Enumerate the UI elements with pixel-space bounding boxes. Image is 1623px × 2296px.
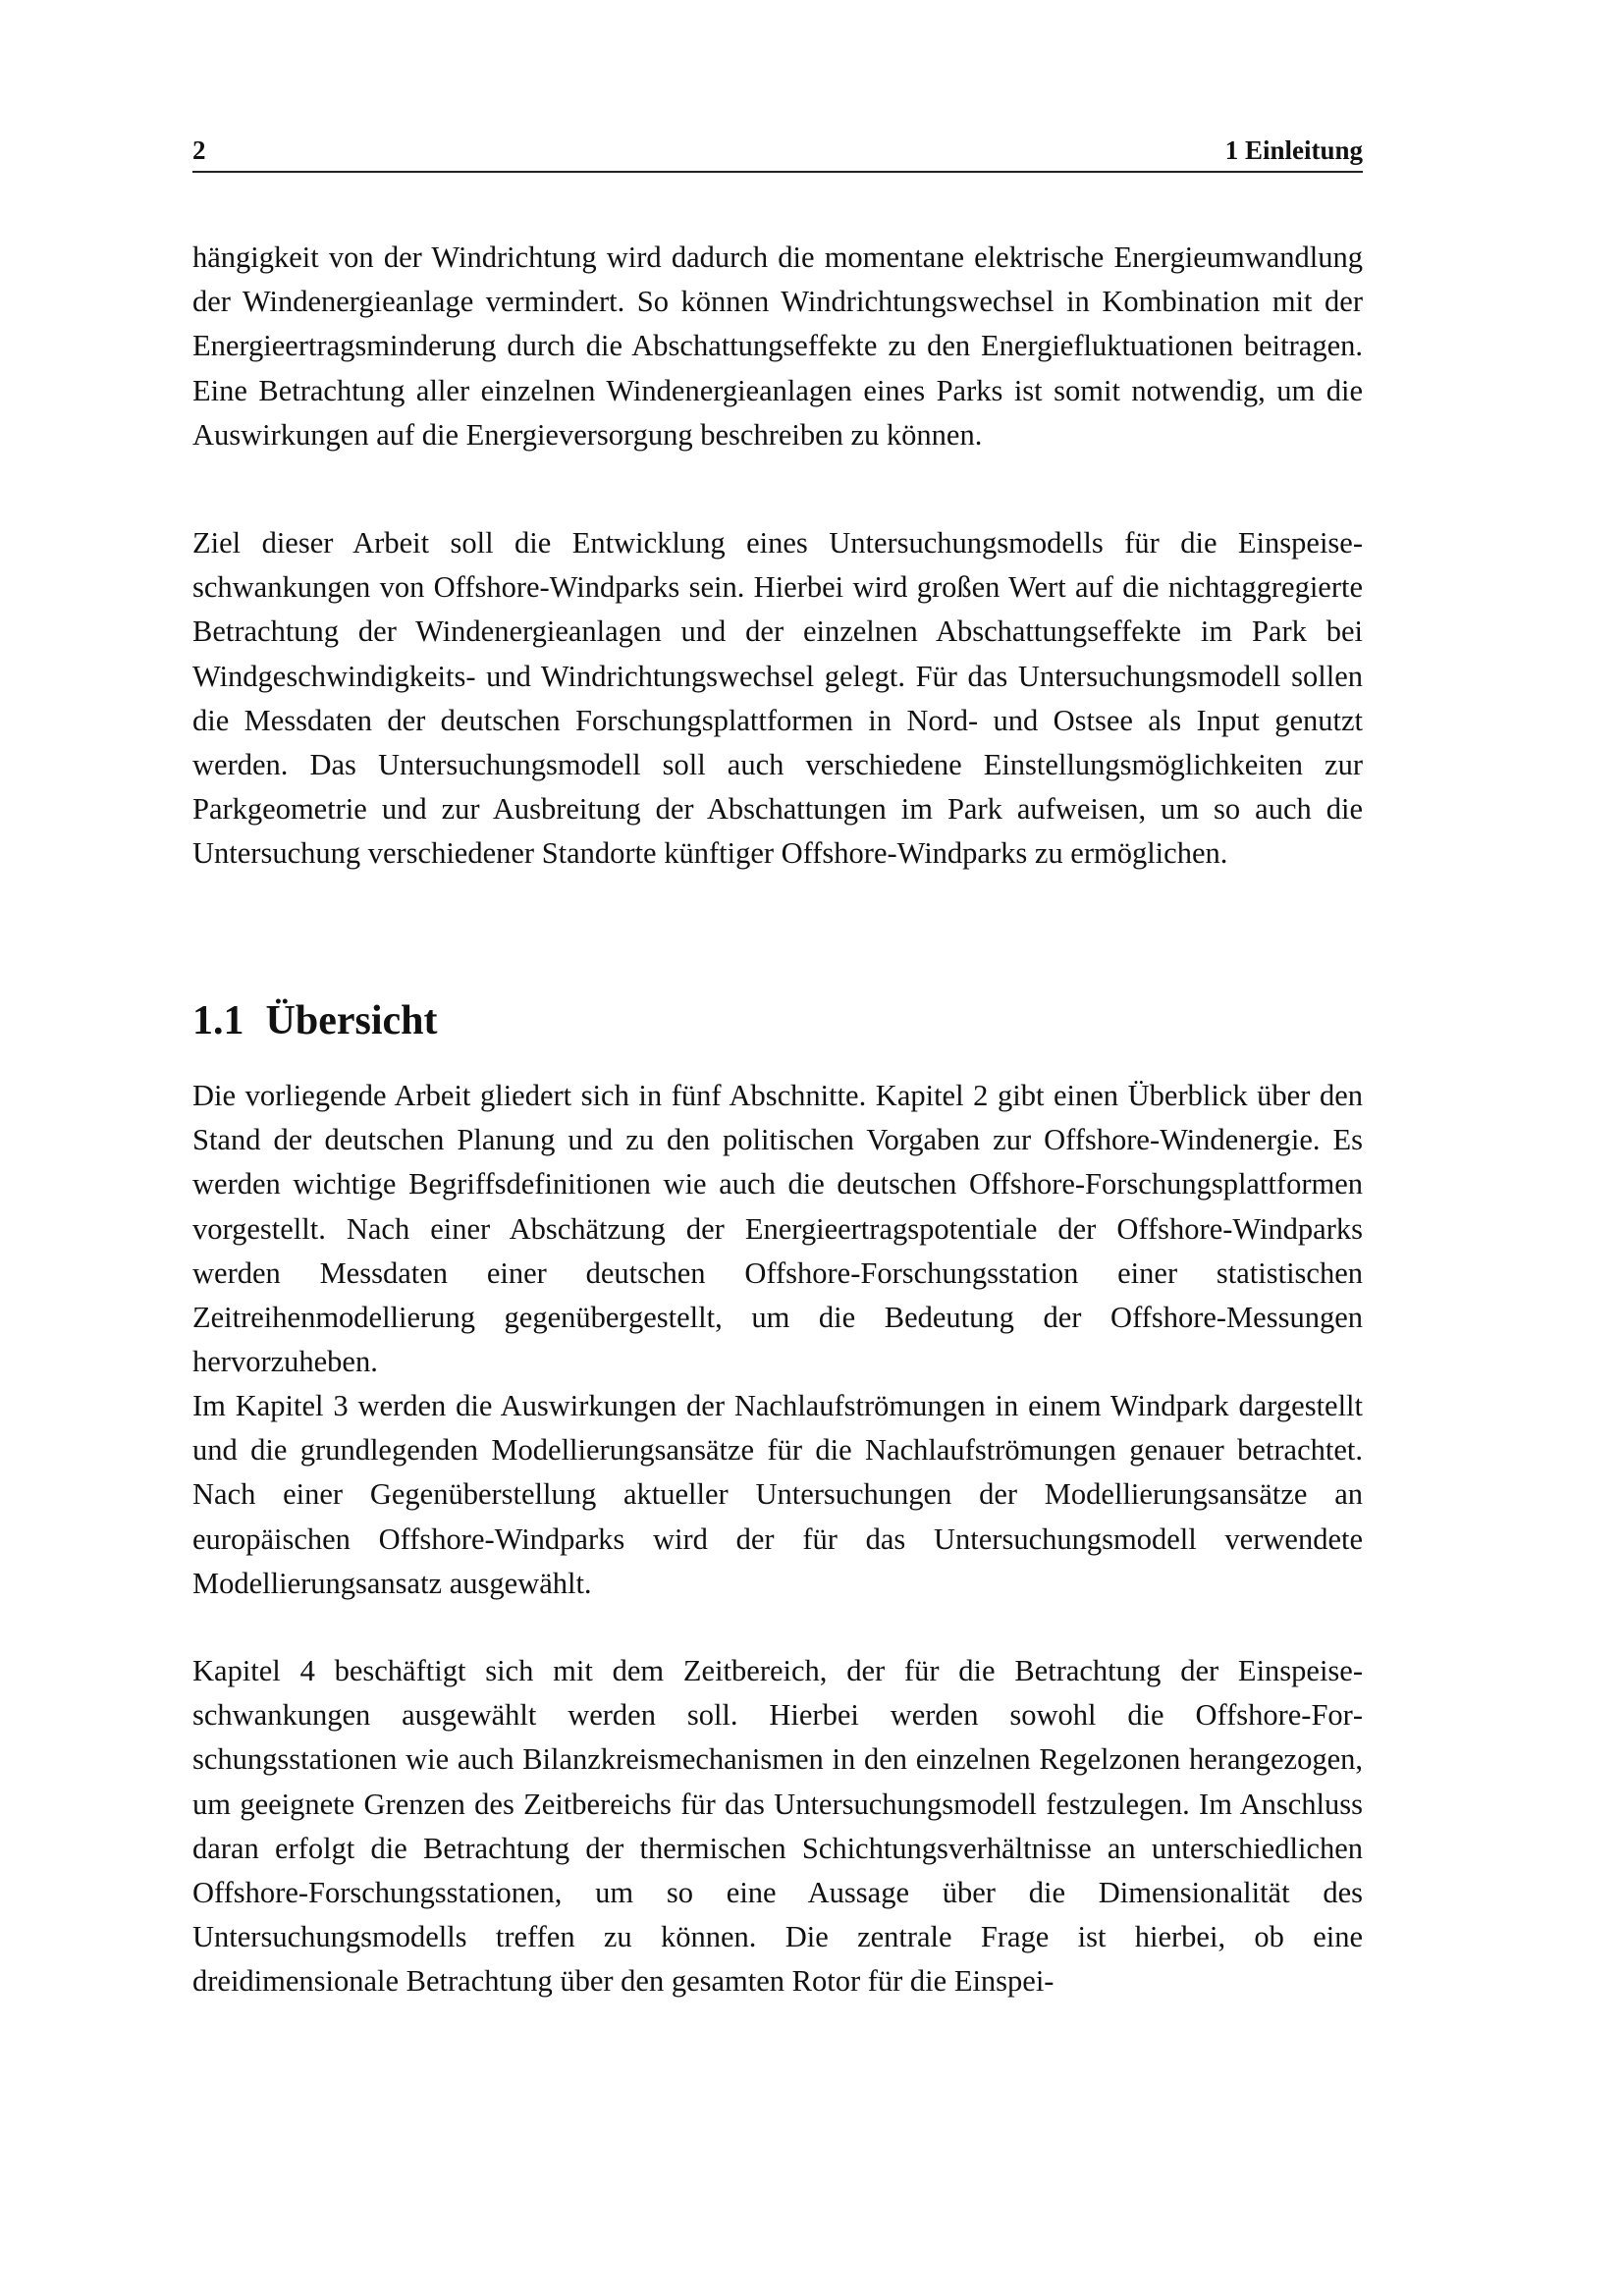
paragraph-intro-continuation: hängigkeit von der Windrichtung wird dadurch die momentane elektrische Energieumwandlung der Windenergieanlage vermindert. So können Windrichtungswechsel in Kombination mit der Energieertragsminderung durch die Abschattungseffekte zu den Energiefluktuationen beitragen. Eine Betrachtung aller einzelnen Windenergieanlagen eines Parks ist somit notwendig, um die Auswirkungen auf die Energieversorgung beschreiben zu können. bbox=[192, 240, 1363, 452]
section-heading bbox=[192, 993, 437, 1048]
chapter-title: 1 Einleitung bbox=[1224, 135, 1363, 165]
paragraph-chapter-2-overview: Die vorliegende Arbeit gliedert sich in fünf Abschnitte. Kapitel 2 gibt einen Überblick über den Stand der deutschen Planung und zu den politischen Vorgaben zur Offshore-Windenergie. Es werden wichtige Begriffsdefinitionen wie auch die deutschen Offshore-Forschungsplattformen vorgestellt. Nach einer Abschätzung der Energieertragspotentiale der Offshore-Windparks werden Messdaten einer deutschen Offshore-Forschungsstation einer statistischen Zeitreihenmodellierung gegenübergestellt, um die Bedeutung der Offshore-Messungen hervorzuheben. bbox=[192, 1079, 1363, 1379]
paragraph-chapter-4-overview: Kapitel 4 beschäftigt sich mit dem Zeitbereich, der für die Betrachtung der Einspeiseschwankungen ausgewählt werden soll. Hierbei werden sowohl die Offshore-Forschungsstationen wie auch Bilanzkreismechanismen in den einzelnen Regelzonen herangezogen, um geeignete Grenzen des Zeitbereichs für das Untersuchungsmodell festzulegen. Im Anschluss daran erfolgt die Betrachtung der thermischen Schichtungsverhältnisse an unterschiedlichen Offshore-Forschungsstationen, um so eine Aussage über die Dimensionalität des Untersuchungsmodells treffen zu können. Die zentrale Frage ist hierbei, ob eine dreidimensionale Betrachtung über den gesamten Rotor für die Einspei- bbox=[192, 1654, 1363, 1999]
section-number: 1.1 bbox=[192, 998, 244, 1043]
running-header bbox=[192, 133, 1363, 173]
paragraph-chapter-3-overview: Im Kapitel 3 werden die Auswirkungen der Nachlaufströmungen in einem Windpark dargestellt und die grundlegenden Modellierungsansätze für die Nachlaufströmungen genauer betrachtet. Nach einer Gegenüberstellung aktueller Untersuchungen der Modellierungsansätze an europäischen Offshore-Windparks wird der für das Untersuchungsmodell verwendete Modellierungsansatz ausgewählt. bbox=[192, 1389, 1363, 1600]
page-number: 2 bbox=[192, 135, 206, 165]
paragraph-objective: Ziel dieser Arbeit soll die Entwicklung eines Untersuchungsmodells für die Einspeiseschwankungen von Offshore-Windparks sein. Hierbei wird großen Wert auf die nichtaggregierte Betrachtung der Windenergieanlagen und der einzelnen Abschattungseffekte im Park bei Windgeschwindigkeits- und Windrichtungswechsel gelegt. Für das Untersuchungsmodell sollen die Messdaten der deutschen Forschungsplattformen in Nord- und Ostsee als Input genutzt werden. Das Untersuchungsmodell soll auch verschiedene Einstellungsmöglichkeiten zur Parkgeometrie und zur Ausbreitung der Abschattungen im Park aufweisen, um so auch die Untersuchung verschiedener Standorte künftiger Offshore-Windparks zu ermöglichen. bbox=[192, 526, 1363, 871]
section-title: Übersicht bbox=[265, 998, 438, 1043]
